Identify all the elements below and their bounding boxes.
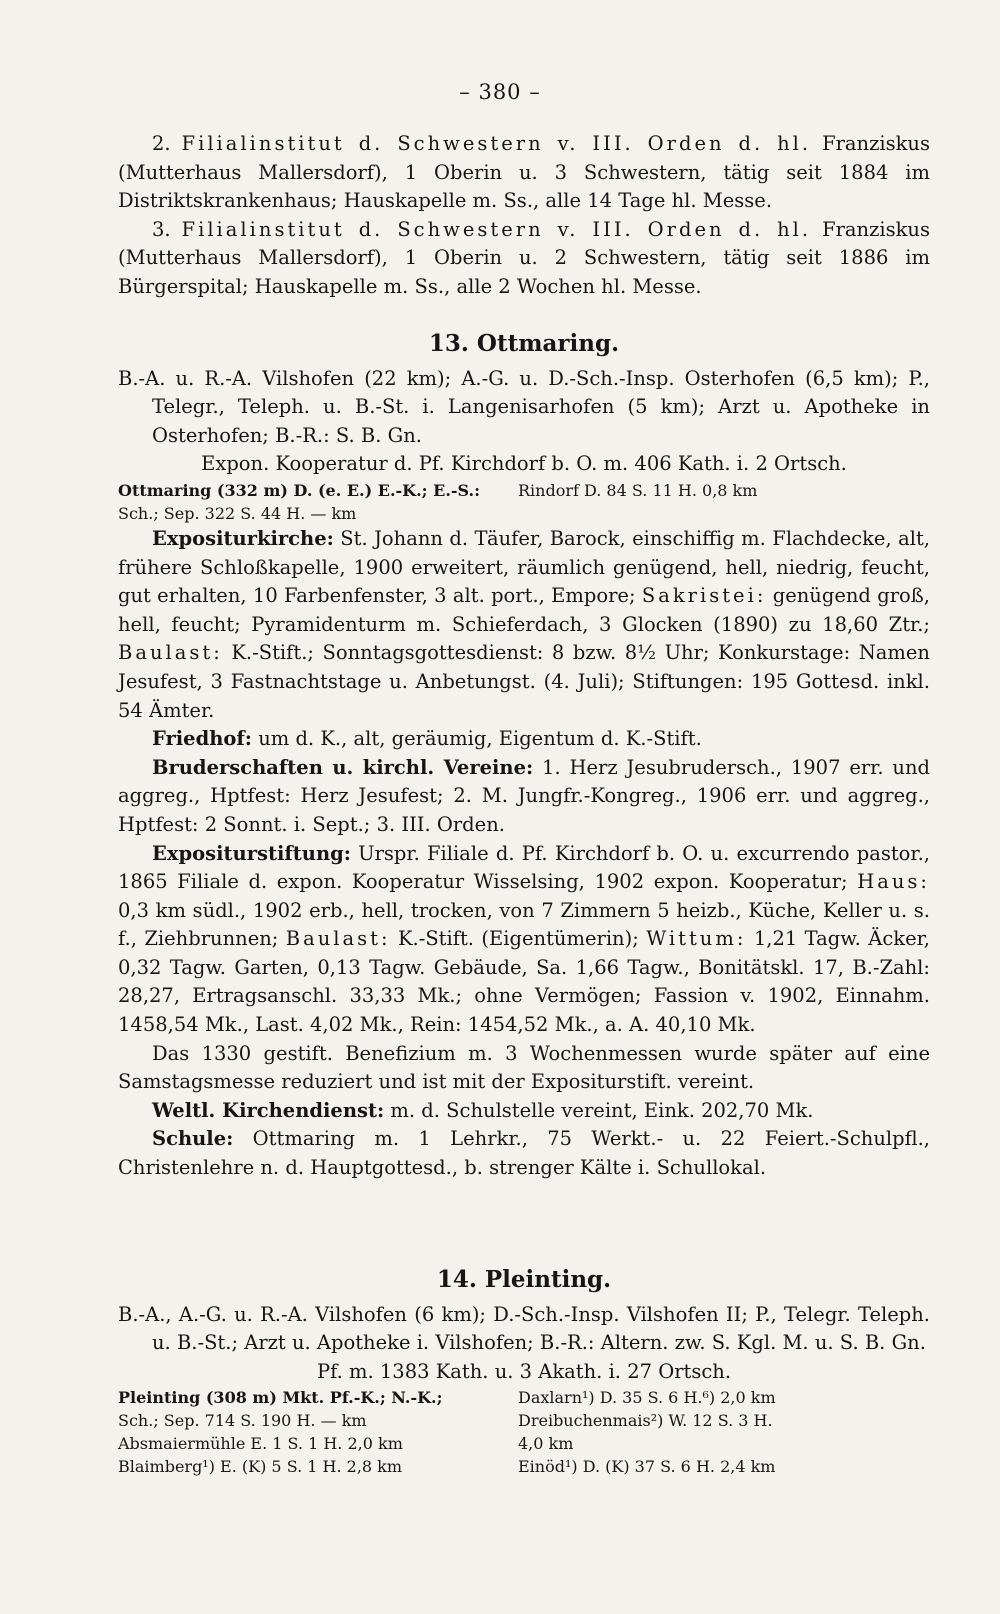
ortschaften-row — [118, 1455, 930, 1478]
section-13-ottmaring — [118, 322, 930, 1183]
kirchendienst-paragraph: Weltl. Kirchendienst: m. d. Schulstelle vereint, Eink. 202,70 Mk. — [152, 1098, 814, 1122]
ortschaften-row — [118, 1386, 930, 1409]
ortschaften-row — [118, 1432, 930, 1455]
bruderschaften-paragraph: Bruderschaften u. kirchl. Vereine: 1. Herz Jesubrudersch., 1907 err. und aggreg., Hptfest: Herz Jesufest; 2. M. Jungfr.-Kongreg., 1906 err. und aggreg., Hptfest: 2 Sonnt. i. Sept.; 3. III. Orden. — [118, 755, 930, 836]
admin-info: B.-A., A.-G. u. R.-A. Vilshofen (6 km); D.-Sch.-Insp. Vilshofen II; P., Telegr. Teleph. u. B.-St.; Arzt u. Apotheke i. Vilshofen; B.-R.: Altern. zw. S. Kgl. M. u. S. B. Gn. — [118, 1302, 930, 1355]
ortschaft-cell: Daxlarn¹) D. 35 S. 6 H.⁶) 2,0 km — [518, 1388, 776, 1408]
expositurstiftung-paragraph: Expositurstiftung: Urspr. Filiale d. Pf. Kirchdorf b. O. u. excurrendo pastor., 1865 Filiale d. expon. Kooperatur Wisselsing, 1902 expon. Kooperatur; Haus: 0,3 km südl., 1902 erb., hell, trocken, von 7 Zimmern 5 heizb., Küche, Keller u. s. f., Ziehbrunnen; Baulast: K.-Stift. (Eigentümerin); Wittum: 1,21 Tagw. Äcker, 0,32 Tagw. Garten, 0,13 Tagw. Gebäude, Sa. 1,66 Tagw., Bonitätskl. 17, B.-Zahl: 28,27, Ertragsanschl. 33,33 Mk.; ohne Vermögen; Fassion v. 1902, Einnahm. 1458,54 Mk., Last. 4,02 Mk., Rein: 1454,52 Mk., a. A. 40,10 Mk. — [118, 841, 930, 1037]
section-14-pleinting — [118, 1258, 930, 1478]
section-heading-pleinting: 14. Pleinting. — [436, 1266, 612, 1293]
schule-paragraph: Schule: Ottmaring m. 1 Lehrkr., 75 Werkt.- u. 22 Feiert.-Schulpfl., Christenlehre n. d. Hauptgottesd., b. strenger Kälte i. Schullokal. — [118, 1127, 930, 1180]
ortschaften-table — [118, 1386, 930, 1478]
ortschaft-cell: Sch.; Sep. 714 S. 190 H. — km — [118, 1411, 367, 1431]
ortschaft-cell: Blaimberg¹) E. (K) 5 S. 1 H. 2,8 km — [118, 1457, 403, 1477]
ortschaft-ottmaring-detail: Sch.; Sep. 322 S. 44 H. — km — [118, 503, 357, 523]
expositurkirche-paragraph: Expositurkirche: St. Johann d. Täufer, Barock, einschiffig m. Flachdecke, alt, frühere Schloßkapelle, 1900 erweitert, räumlich genügend, hell, niedrig, feucht, gut erhalten, 10 Farbenfenster, 3 alt. port., Empore; Sakristei: genügend groß, hell, feucht; Pyramidenturm m. Schieferdach, 3 Glocken (1890) zu 18,60 Ztr.; Baulast: K.-Stift.; Sonntagsgottesdienst: 8 bzw. 8½ Uhr; Konkurstage: Namen Jesufest, 3 Fastnachtstage u. Anbetungst. (4. Juli); Stiftungen: 195 Gottesd. inkl. 54 Ämter. — [118, 526, 930, 722]
ortschaften-row — [118, 502, 930, 525]
friedhof-paragraph: Friedhof: um d. K., alt, geräumig, Eigentum d. K.-Stift. — [152, 727, 702, 751]
section-12-continuation — [118, 130, 930, 302]
filialinstitut-2: 2. Filialinstitut d. Schwestern v. III. Orden d. hl. Franziskus (Mutterhaus Mallersdorf), 1 Oberin u. 3 Schwestern, tätig seit 1884 im Distriktskrankenhaus; Hauskapelle m. Ss., alle 14 Tage hl. Messe. — [118, 132, 930, 213]
expositur-info: Expon. Kooperatur d. Pf. Kirchdorf b. O. m. 406 Kath. i. 2 Ortsch. — [201, 452, 847, 476]
ortschaften-table — [118, 479, 930, 525]
ortschaft-ottmaring: Ottmaring (332 m) D. (e. E.) E.-K.; E.-S.: — [118, 480, 480, 500]
page-number: – 380 – — [459, 80, 541, 104]
ortschaft-cell: 4,0 km — [518, 1434, 574, 1454]
ortschaft-rindorf: Rindorf D. 84 S. 11 H. 0,8 km — [518, 480, 758, 500]
ortschaft-cell: Einöd¹) D. (K) 37 S. 6 H. 2,4 km — [518, 1457, 776, 1477]
ortschaft-cell: Dreibuchenmais²) W. 12 S. 3 H. — [518, 1411, 773, 1431]
ortschaften-row — [118, 1409, 930, 1432]
ortschaft-cell: Absmaiermühle E. 1 S. 1 H. 2,0 km — [118, 1434, 403, 1454]
ortschaften-row — [118, 479, 930, 502]
section-heading-ottmaring: 13. Ottmaring. — [428, 330, 620, 357]
pfarrei-info: Pf. m. 1383 Kath. u. 3 Akath. i. 27 Ortsch. — [316, 1359, 732, 1383]
filialinstitut-3: 3. Filialinstitut d. Schwestern v. III. Orden d. hl. Franziskus (Mutterhaus Mallersdorf), 1 Oberin u. 2 Schwestern, tätig seit 1886 im Bürgerspital; Hauskapelle m. Ss., alle 2 Wochen hl. Messe. — [118, 217, 930, 298]
admin-info: B.-A. u. R.-A. Vilshofen (22 km); A.-G. u. D.-Sch.-Insp. Osterhofen (6,5 km); P., Telegr., Teleph. u. B.-St. i. Langenisarhofen (5 km); Arzt u. Apotheke in Osterhofen; B.-R.: S. B. Gn. — [118, 366, 930, 447]
ortschaft-cell: Pleinting (308 m) Mkt. Pf.-K.; N.-K.; — [118, 1388, 443, 1408]
benefizium-paragraph: Das 1330 gestift. Benefizium m. 3 Wochenmessen wurde später auf eine Samstagsmesse reduziert und ist mit der Expositurstift. vereint. — [118, 1041, 930, 1094]
